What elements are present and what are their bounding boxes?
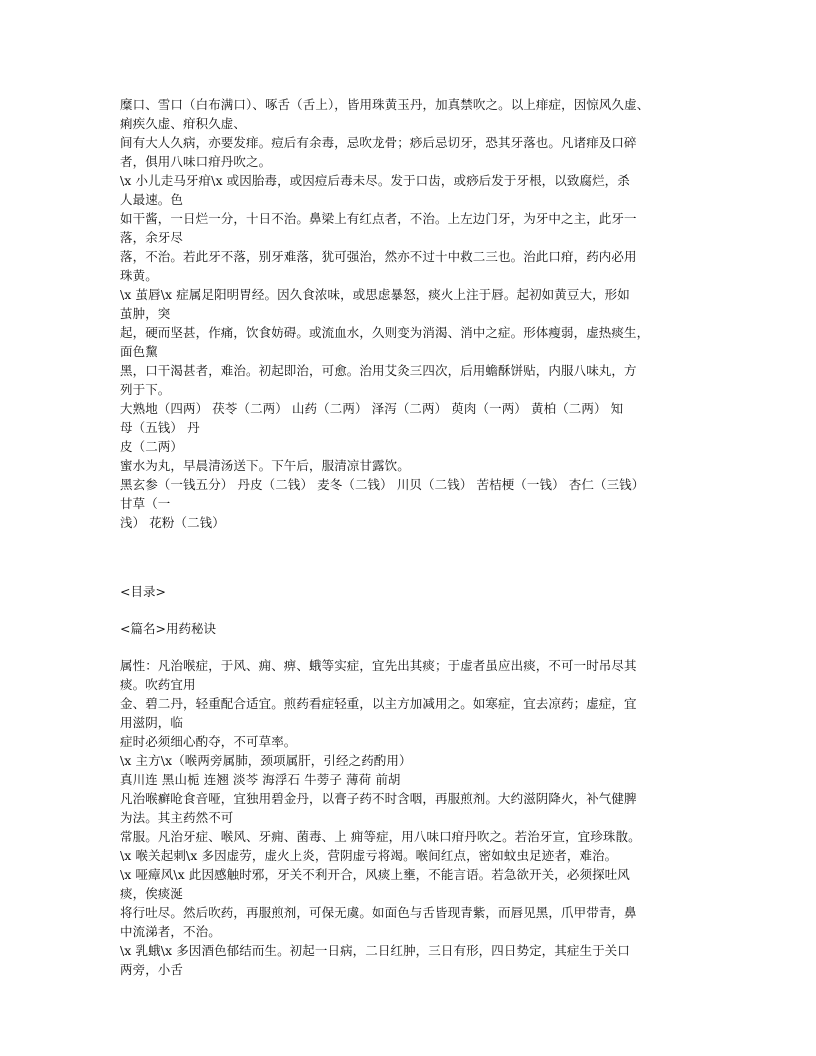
text-line: 珠黄。 <box>120 268 158 283</box>
text-line: 皮（二两） <box>120 439 184 454</box>
text-line: 母（五钱） 丹 <box>120 420 200 435</box>
text-line: 茧肿，突 <box>120 306 171 321</box>
text-line: 痰，俟痰涎 <box>120 886 184 901</box>
text-line: \x 乳蛾\x 多因酒色郁结而生。初起一日病，二日红肿，三日有形，四日势定，其症生于关口 <box>120 943 630 958</box>
text-line: \x 哑瘴风\x 此因感触时邪，牙关不利开合，风痰上壅，不能言语。若急欲开关，必须探吐风 <box>120 867 630 882</box>
text-line: 将行吐尽。然后吹药，再服煎剂，可保无虞。如面色与舌皆现青紫，而唇见黑，爪甲带青，鼻 <box>120 905 637 920</box>
text-line: 甘草（一 <box>120 496 171 511</box>
section-1-text <box>120 95 704 532</box>
chapter-title: <篇名>用药秘诀 <box>120 621 216 636</box>
text-line: 者，俱用八味口疳丹吹之。 <box>120 154 272 169</box>
text-line: 糜口、雪口（白布满口）、啄舌（舌上），皆用珠黄玉丹，加真禁吹之。以上痱症，因惊风久虚、 <box>120 97 650 112</box>
text-line: 黑，口干渴甚者，难治。初起即治，可愈。治用艾灸三四次，后用蟾酥饼贴，内服八味丸，方 <box>120 363 637 378</box>
text-line: 中流涕者，不治。 <box>120 924 221 939</box>
text-line: 金、碧二丹，轻重配合适宜。煎药看症轻重，以主方加减用之。如寒症，宜去凉药；虚症，宜 <box>120 696 637 711</box>
text-line: 落，余牙尽 <box>120 230 184 245</box>
text-line: \x 小儿走马牙疳\x 或因胎毒，或因痘后毒未尽。发于口齿，或痧后发于牙根，以致腐烂，杀 <box>120 173 630 188</box>
spacer <box>120 532 704 582</box>
text-line: \x 主方\x（喉两旁属肺，颈项属肝，引经之药酌用） <box>120 753 412 768</box>
text-line: 凡治喉癣呛食音哑，宜独用碧金丹，以膏子药不时含咽，再服煎剂。大约滋阴降火，补气健脾 <box>120 791 637 806</box>
text-line: 起，硬而坚甚，作痛，饮食妨碍。或流血水，久则变为消渴、消中之症。形体瘦弱，虚热痰生， <box>120 325 650 340</box>
text-line: 如干酱，一日烂一分，十日不治。鼻梁上有红点者，不治。上左边门牙，为牙中之主，此牙一 <box>120 211 637 226</box>
text-line: 间有大人久病，亦要发痱。痘后有余毒，忌吹龙骨；痧后忌切牙，恐其牙落也。凡诸痱及口碎 <box>120 135 637 150</box>
text-line: 大熟地（四两） 茯苓（二两） 山药（二两） 泽泻（二两） 萸肉（一两） 黄柏（二两） 知 <box>120 401 624 416</box>
text-line: \x 喉关起刺\x 多因虚劳，虚火上炎，营阴虚亏将竭。喉间红点，密如蚊虫足迹者，难治。 <box>120 848 618 863</box>
text-line: 真川连 黑山栀 连翘 淡芩 海浮石 牛蒡子 薄荷 前胡 <box>120 772 401 787</box>
text-line: 浅） 花粉（二钱） <box>120 515 225 530</box>
text-line: \x 茧唇\x 症属足阳明胃经。因久食浓味，或思虑暴怒，痰火上注于唇。起初如黄豆大，形如 <box>120 287 630 302</box>
text-line: 面色黧 <box>120 344 158 359</box>
text-line: 属性：凡治喉症，于风、痈、痹、蛾等实症，宜先出其痰；于虚者虽应出痰，不可一时吊尽其 <box>120 658 637 673</box>
text-line: 蜜水为丸，早晨清汤送下。下午后，服清凉甘露饮。 <box>120 458 410 473</box>
text-line: 痢疾久虚、疳积久虚、 <box>120 116 247 131</box>
spacer <box>120 638 704 656</box>
text-line: 为法。其主药然不可 <box>120 810 234 825</box>
text-line: 症时必须细心酌夺，不可草率。 <box>120 734 297 749</box>
text-line: 黑玄参（一钱五分） 丹皮（二钱） 麦冬（二钱） 川贝（二钱） 苦桔梗（一钱） 杏仁（三钱） <box>120 477 645 492</box>
text-line: 落，不治。若此牙不落，别牙难落，犹可强治，然亦不过十中救二三也。治此口疳，药内必用 <box>120 249 637 264</box>
text-line: 列于下。 <box>120 382 171 397</box>
text-line: 痰。吹药宜用 <box>120 677 196 692</box>
spacer <box>120 601 704 619</box>
section-2-text <box>120 656 704 979</box>
toc-label: <目录> <box>120 584 166 599</box>
document-page <box>120 95 704 979</box>
text-line: 常服。凡治牙症、喉风、牙痈、菌毒、上 痈等症，用八味口疳丹吹之。若治牙宣，宜珍珠散。 <box>120 829 641 844</box>
text-line: 人最速。色 <box>120 192 184 207</box>
text-line: 两旁，小舌 <box>120 962 184 977</box>
text-line: 用滋阴，临 <box>120 715 184 730</box>
